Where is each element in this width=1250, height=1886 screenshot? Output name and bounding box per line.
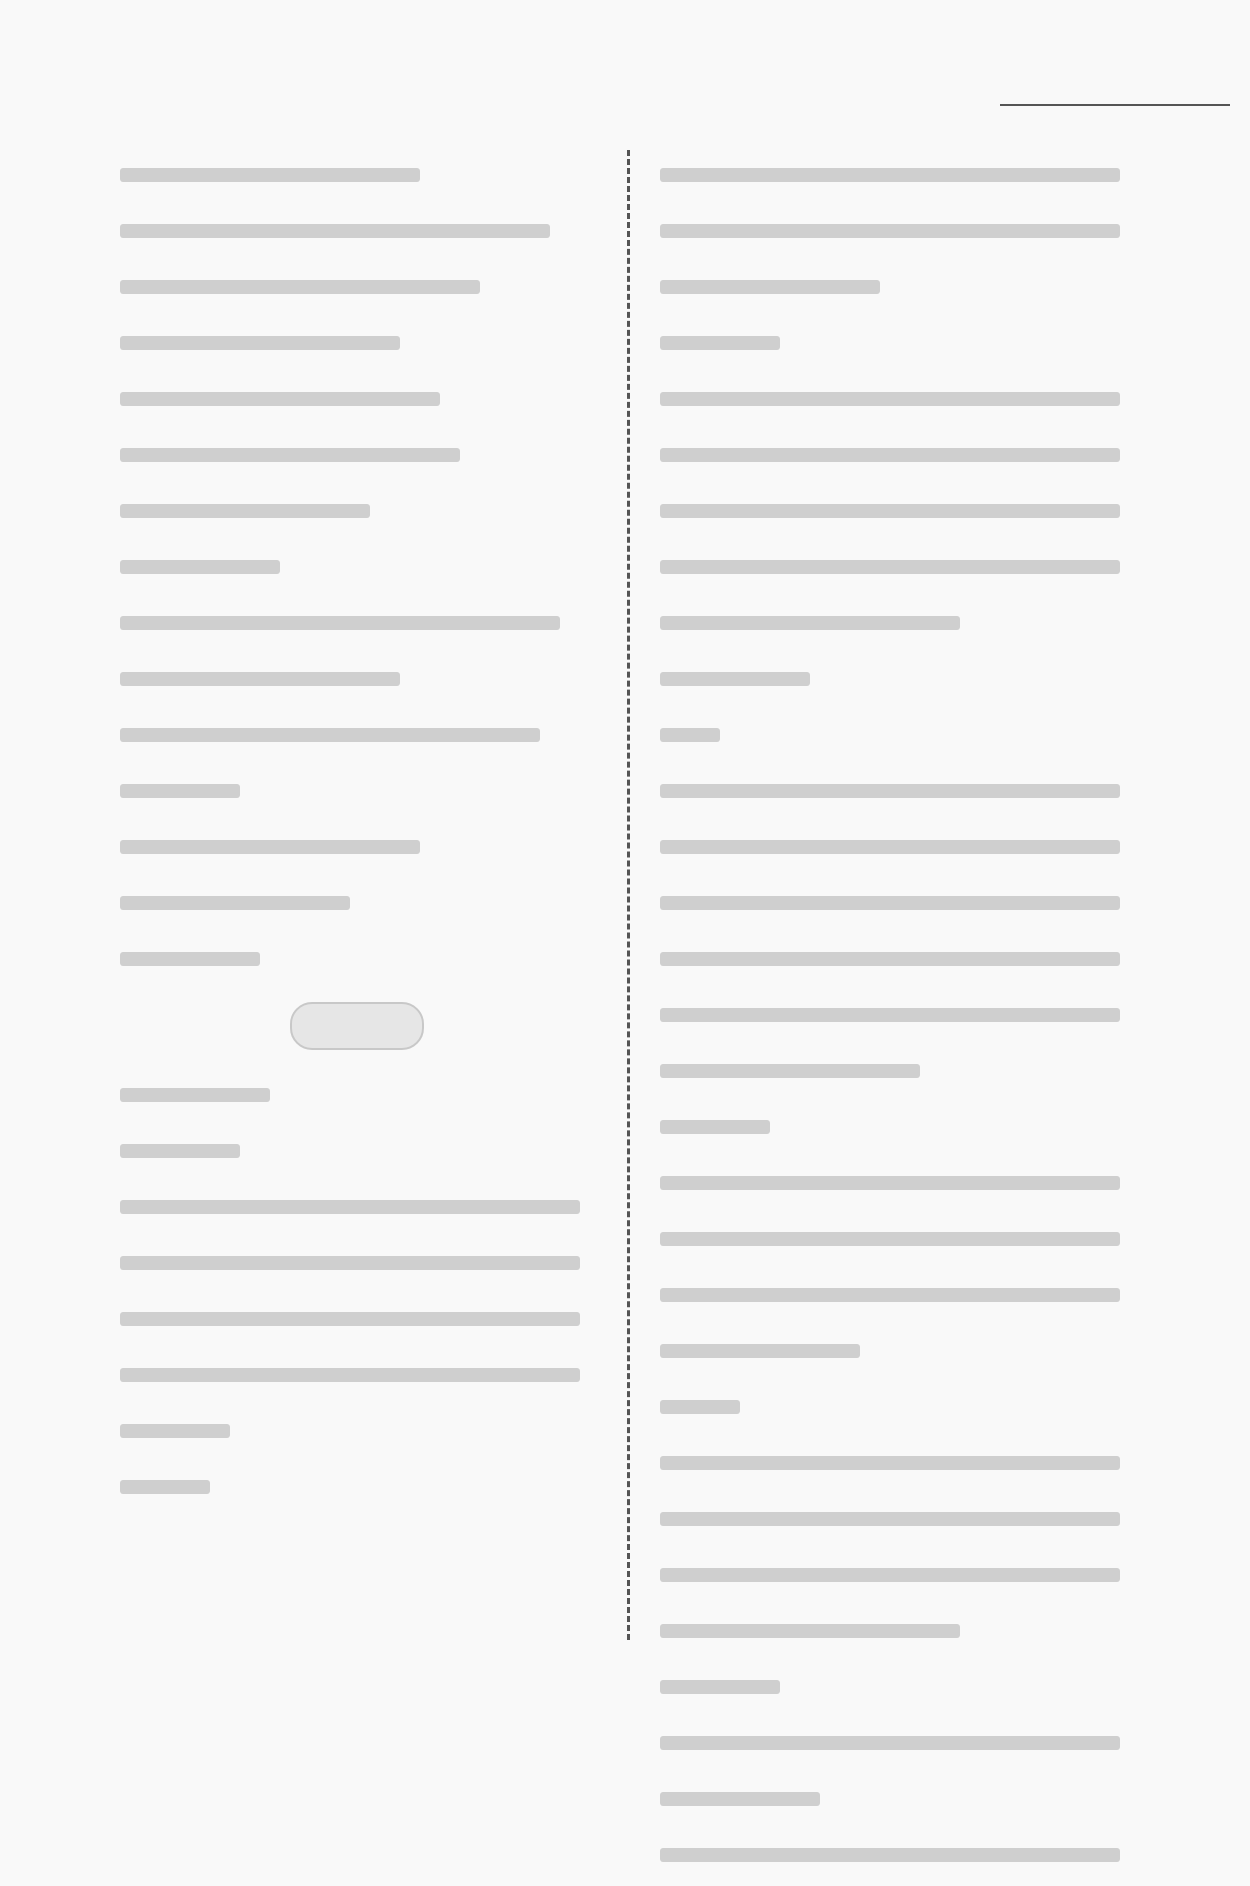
- text-line: [660, 1270, 1150, 1318]
- text-line: [120, 150, 610, 198]
- text-line: [660, 542, 1150, 590]
- text-line: [120, 710, 610, 758]
- text-line: [660, 150, 1150, 198]
- text-line: [660, 262, 1150, 310]
- text-line: [660, 654, 1150, 702]
- text-line: [120, 206, 610, 254]
- text-line: [120, 486, 610, 534]
- text-line: [660, 1382, 1150, 1430]
- text-line: [660, 1158, 1150, 1206]
- text-line: [120, 374, 610, 422]
- text-line: [660, 1214, 1150, 1262]
- text-line: [120, 1462, 610, 1510]
- text-line: [120, 1126, 610, 1174]
- text-line: [660, 934, 1150, 982]
- text-line: [660, 710, 1150, 758]
- text-line: [120, 1406, 610, 1454]
- left-column: [120, 150, 610, 1518]
- text-line: [660, 1494, 1150, 1542]
- text-line: [120, 430, 610, 478]
- text-line: [120, 542, 610, 590]
- text-line: [660, 1662, 1150, 1710]
- text-line: [120, 766, 610, 814]
- text-line: [660, 990, 1150, 1038]
- text-line: [660, 1774, 1150, 1822]
- text-line: [120, 878, 610, 926]
- text-line: [660, 1326, 1150, 1374]
- text-line: [120, 822, 610, 870]
- text-line: [660, 1102, 1150, 1150]
- text-line: [660, 318, 1150, 366]
- text-line: [120, 1294, 610, 1342]
- text-line: [660, 430, 1150, 478]
- text-line: [660, 486, 1150, 534]
- text-line: [660, 1830, 1150, 1878]
- text-line: [660, 1046, 1150, 1094]
- header-rule: [1000, 104, 1230, 106]
- text-line: [120, 1182, 610, 1230]
- text-line: [660, 766, 1150, 814]
- text-line: [120, 1350, 610, 1398]
- text-line: [120, 262, 610, 310]
- text-line: [120, 934, 610, 982]
- text-line: [660, 822, 1150, 870]
- text-line: [660, 1438, 1150, 1486]
- text-line: [660, 374, 1150, 422]
- text-line: [120, 1070, 610, 1118]
- text-line: [660, 878, 1150, 926]
- text-line: [660, 1550, 1150, 1598]
- column-divider: [627, 150, 630, 1640]
- text-line: [120, 318, 610, 366]
- text-line: [120, 1238, 610, 1286]
- week-badge: [290, 1002, 424, 1050]
- text-line: [660, 206, 1150, 254]
- text-line: [120, 598, 610, 646]
- text-line: [120, 654, 610, 702]
- text-line: [660, 1606, 1150, 1654]
- text-line: [660, 598, 1150, 646]
- right-column: [660, 150, 1150, 1886]
- text-line: [660, 1718, 1150, 1766]
